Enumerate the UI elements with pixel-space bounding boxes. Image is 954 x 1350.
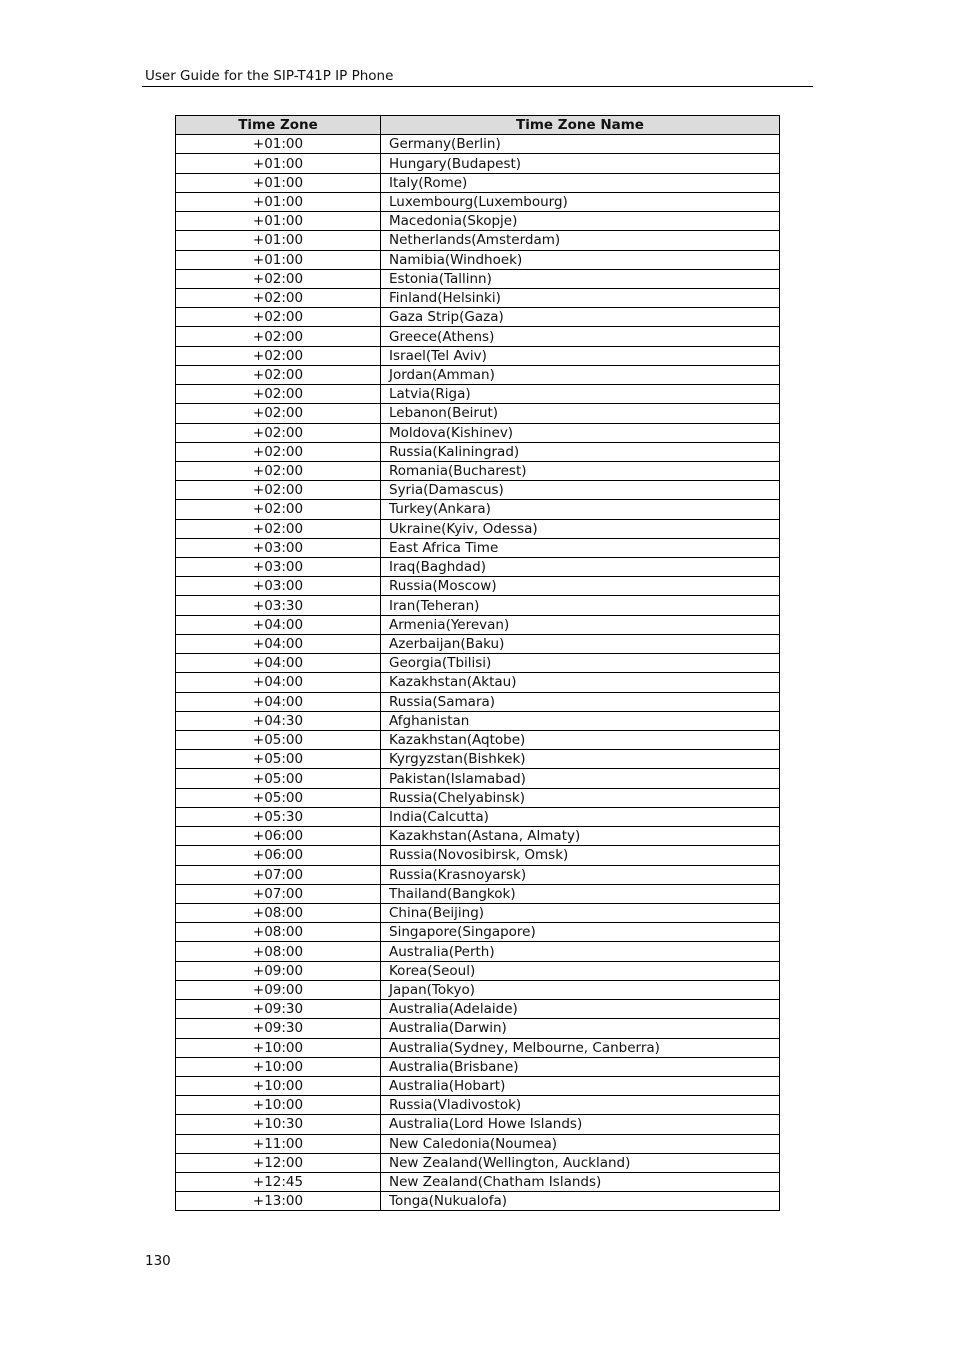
time-zone-name: Hungary(Budapest) [381, 154, 780, 173]
time-zone-offset: +09:00 [176, 961, 381, 980]
table-row [176, 731, 780, 750]
time-zone-offset: +04:00 [176, 615, 381, 634]
time-zone-offset: +08:00 [176, 942, 381, 961]
table-row [176, 231, 780, 250]
table-row [176, 769, 780, 788]
table-row [176, 654, 780, 673]
time-zone-name: Namibia(Windhoek) [381, 250, 780, 269]
table-row [176, 135, 780, 154]
time-zone-offset: +01:00 [176, 231, 381, 250]
time-zone-offset: +01:00 [176, 212, 381, 231]
time-zone-offset: +08:00 [176, 903, 381, 922]
time-zone-name: Romania(Bucharest) [381, 461, 780, 480]
time-zone-offset: +02:00 [176, 500, 381, 519]
time-zone-name: Russia(Chelyabinsk) [381, 788, 780, 807]
time-zone-offset: +10:00 [176, 1096, 381, 1115]
time-zone-offset: +04:00 [176, 654, 381, 673]
running-header: User Guide for the SIP-T41P IP Phone [145, 68, 394, 84]
table-row [176, 1057, 780, 1076]
time-zone-name: Australia(Adelaide) [381, 1000, 780, 1019]
time-zone-name: Israel(Tel Aviv) [381, 346, 780, 365]
table-row [176, 884, 780, 903]
time-zone-offset: +02:00 [176, 519, 381, 538]
time-zone-offset: +05:00 [176, 788, 381, 807]
table-row [176, 846, 780, 865]
time-zone-name: Kazakhstan(Astana, Almaty) [381, 827, 780, 846]
time-zone-offset: +01:00 [176, 192, 381, 211]
time-zone-name: Macedonia(Skopje) [381, 212, 780, 231]
table-row [176, 942, 780, 961]
time-zone-name: Finland(Helsinki) [381, 288, 780, 307]
time-zone-name: Russia(Vladivostok) [381, 1096, 780, 1115]
time-zone-name: Pakistan(Islamabad) [381, 769, 780, 788]
time-zone-name: Singapore(Singapore) [381, 923, 780, 942]
time-zone-name: Kazakhstan(Aqtobe) [381, 731, 780, 750]
table-row [176, 1019, 780, 1038]
time-zone-name: East Africa Time [381, 538, 780, 557]
time-zone-table [175, 115, 780, 1211]
time-zone-name: Korea(Seoul) [381, 961, 780, 980]
time-zone-name: Greece(Athens) [381, 327, 780, 346]
time-zone-name: Kyrgyzstan(Bishkek) [381, 750, 780, 769]
time-zone-offset: +04:00 [176, 692, 381, 711]
time-zone-offset: +10:00 [176, 1038, 381, 1057]
table-row [176, 1096, 780, 1115]
table-row [176, 1000, 780, 1019]
column-header-time-zone-name: Time Zone Name [381, 116, 780, 135]
time-zone-offset: +03:00 [176, 538, 381, 557]
time-zone-offset: +05:00 [176, 731, 381, 750]
time-zone-name: Netherlands(Amsterdam) [381, 231, 780, 250]
table-row [176, 250, 780, 269]
header-divider [142, 86, 813, 87]
table-row [176, 173, 780, 192]
time-zone-name: Australia(Lord Howe Islands) [381, 1115, 780, 1134]
time-zone-name: Russia(Moscow) [381, 577, 780, 596]
time-zone-offset: +02:00 [176, 423, 381, 442]
time-zone-offset: +12:00 [176, 1153, 381, 1172]
time-zone-name: Jordan(Amman) [381, 365, 780, 384]
table-row [176, 1115, 780, 1134]
time-zone-name: Gaza Strip(Gaza) [381, 308, 780, 327]
time-zone-offset: +09:30 [176, 1019, 381, 1038]
table-row [176, 596, 780, 615]
table-row [176, 481, 780, 500]
time-zone-name: Turkey(Ankara) [381, 500, 780, 519]
time-zone-name: Luxembourg(Luxembourg) [381, 192, 780, 211]
time-zone-name: Japan(Tokyo) [381, 980, 780, 999]
time-zone-offset: +03:30 [176, 596, 381, 615]
table-row [176, 385, 780, 404]
time-zone-offset: +13:00 [176, 1192, 381, 1211]
time-zone-offset: +09:00 [176, 980, 381, 999]
table-header-row [176, 116, 780, 135]
table-row [176, 788, 780, 807]
time-zone-offset: +10:30 [176, 1115, 381, 1134]
time-zone-name: Kazakhstan(Aktau) [381, 673, 780, 692]
time-zone-offset: +12:45 [176, 1173, 381, 1192]
table-row [176, 423, 780, 442]
table-row [176, 865, 780, 884]
time-zone-offset: +01:00 [176, 154, 381, 173]
time-zone-offset: +09:30 [176, 1000, 381, 1019]
table-row [176, 1134, 780, 1153]
table-row [176, 634, 780, 653]
time-zone-offset: +08:00 [176, 923, 381, 942]
time-zone-offset: +02:00 [176, 327, 381, 346]
time-zone-offset: +04:00 [176, 673, 381, 692]
time-zone-offset: +02:00 [176, 481, 381, 500]
time-zone-offset: +03:00 [176, 577, 381, 596]
time-zone-name: Tonga(Nukualofa) [381, 1192, 780, 1211]
time-zone-name: Iraq(Baghdad) [381, 558, 780, 577]
time-zone-name: Estonia(Tallinn) [381, 269, 780, 288]
time-zone-name: New Caledonia(Noumea) [381, 1134, 780, 1153]
table-row [176, 615, 780, 634]
time-zone-name: Germany(Berlin) [381, 135, 780, 154]
time-zone-offset: +07:00 [176, 865, 381, 884]
time-zone-offset: +01:00 [176, 173, 381, 192]
time-zone-offset: +04:00 [176, 634, 381, 653]
time-zone-name: Australia(Darwin) [381, 1019, 780, 1038]
time-zone-name: Ukraine(Kyiv, Odessa) [381, 519, 780, 538]
time-zone-name: Australia(Hobart) [381, 1076, 780, 1095]
time-zone-offset: +02:00 [176, 308, 381, 327]
time-zone-offset: +03:00 [176, 558, 381, 577]
time-zone-offset: +04:30 [176, 711, 381, 730]
table-row [176, 212, 780, 231]
time-zone-offset: +05:30 [176, 807, 381, 826]
table-row [176, 1076, 780, 1095]
time-zone-offset: +10:00 [176, 1076, 381, 1095]
table-row [176, 365, 780, 384]
table-row [176, 346, 780, 365]
time-zone-offset: +02:00 [176, 404, 381, 423]
table-row [176, 961, 780, 980]
time-zone-name: Australia(Perth) [381, 942, 780, 961]
time-zone-name: Russia(Krasnoyarsk) [381, 865, 780, 884]
time-zone-offset: +10:00 [176, 1057, 381, 1076]
time-zone-offset: +07:00 [176, 884, 381, 903]
column-header-time-zone: Time Zone [176, 116, 381, 135]
table-row [176, 923, 780, 942]
table-row [176, 404, 780, 423]
table-row [176, 1173, 780, 1192]
time-zone-offset: +05:00 [176, 750, 381, 769]
table-row [176, 519, 780, 538]
time-zone-name: Moldova(Kishinev) [381, 423, 780, 442]
table-row [176, 308, 780, 327]
time-zone-name: Azerbaijan(Baku) [381, 634, 780, 653]
time-zone-name: Russia(Kaliningrad) [381, 442, 780, 461]
time-zone-name: Australia(Sydney, Melbourne, Canberra) [381, 1038, 780, 1057]
time-zone-name: New Zealand(Wellington, Auckland) [381, 1153, 780, 1172]
time-zone-offset: +02:00 [176, 346, 381, 365]
table-row [176, 1038, 780, 1057]
table-row [176, 154, 780, 173]
table-row [176, 980, 780, 999]
time-zone-name: New Zealand(Chatham Islands) [381, 1173, 780, 1192]
time-zone-offset: +11:00 [176, 1134, 381, 1153]
time-zone-name: Thailand(Bangkok) [381, 884, 780, 903]
table-row [176, 1192, 780, 1211]
table-row [176, 269, 780, 288]
time-zone-offset: +06:00 [176, 827, 381, 846]
table-row [176, 500, 780, 519]
time-zone-name: Syria(Damascus) [381, 481, 780, 500]
page-number: 130 [145, 1253, 171, 1269]
time-zone-name: Russia(Novosibirsk, Omsk) [381, 846, 780, 865]
time-zone-name: Iran(Teheran) [381, 596, 780, 615]
time-zone-name: Georgia(Tbilisi) [381, 654, 780, 673]
table-row [176, 192, 780, 211]
time-zone-offset: +06:00 [176, 846, 381, 865]
table-row [176, 1153, 780, 1172]
table-row [176, 807, 780, 826]
table-body [176, 135, 780, 1211]
table-row [176, 692, 780, 711]
time-zone-offset: +02:00 [176, 461, 381, 480]
time-zone-offset: +01:00 [176, 250, 381, 269]
time-zone-offset: +02:00 [176, 365, 381, 384]
table-row [176, 673, 780, 692]
table-row [176, 461, 780, 480]
table-row [176, 442, 780, 461]
time-zone-name: Italy(Rome) [381, 173, 780, 192]
table-row [176, 558, 780, 577]
time-zone-name: Australia(Brisbane) [381, 1057, 780, 1076]
time-zone-name: Afghanistan [381, 711, 780, 730]
table-row [176, 711, 780, 730]
table-row [176, 288, 780, 307]
time-zone-offset: +05:00 [176, 769, 381, 788]
time-zone-name: Lebanon(Beirut) [381, 404, 780, 423]
table-row [176, 538, 780, 557]
table-row [176, 827, 780, 846]
time-zone-offset: +02:00 [176, 385, 381, 404]
time-zone-offset: +02:00 [176, 442, 381, 461]
time-zone-name: India(Calcutta) [381, 807, 780, 826]
time-zone-name: China(Beijing) [381, 903, 780, 922]
time-zone-offset: +02:00 [176, 288, 381, 307]
time-zone-name: Armenia(Yerevan) [381, 615, 780, 634]
table-row [176, 750, 780, 769]
time-zone-offset: +01:00 [176, 135, 381, 154]
time-zone-offset: +02:00 [176, 269, 381, 288]
time-zone-name: Russia(Samara) [381, 692, 780, 711]
time-zone-name: Latvia(Riga) [381, 385, 780, 404]
table-row [176, 577, 780, 596]
table-row [176, 903, 780, 922]
table-row [176, 327, 780, 346]
